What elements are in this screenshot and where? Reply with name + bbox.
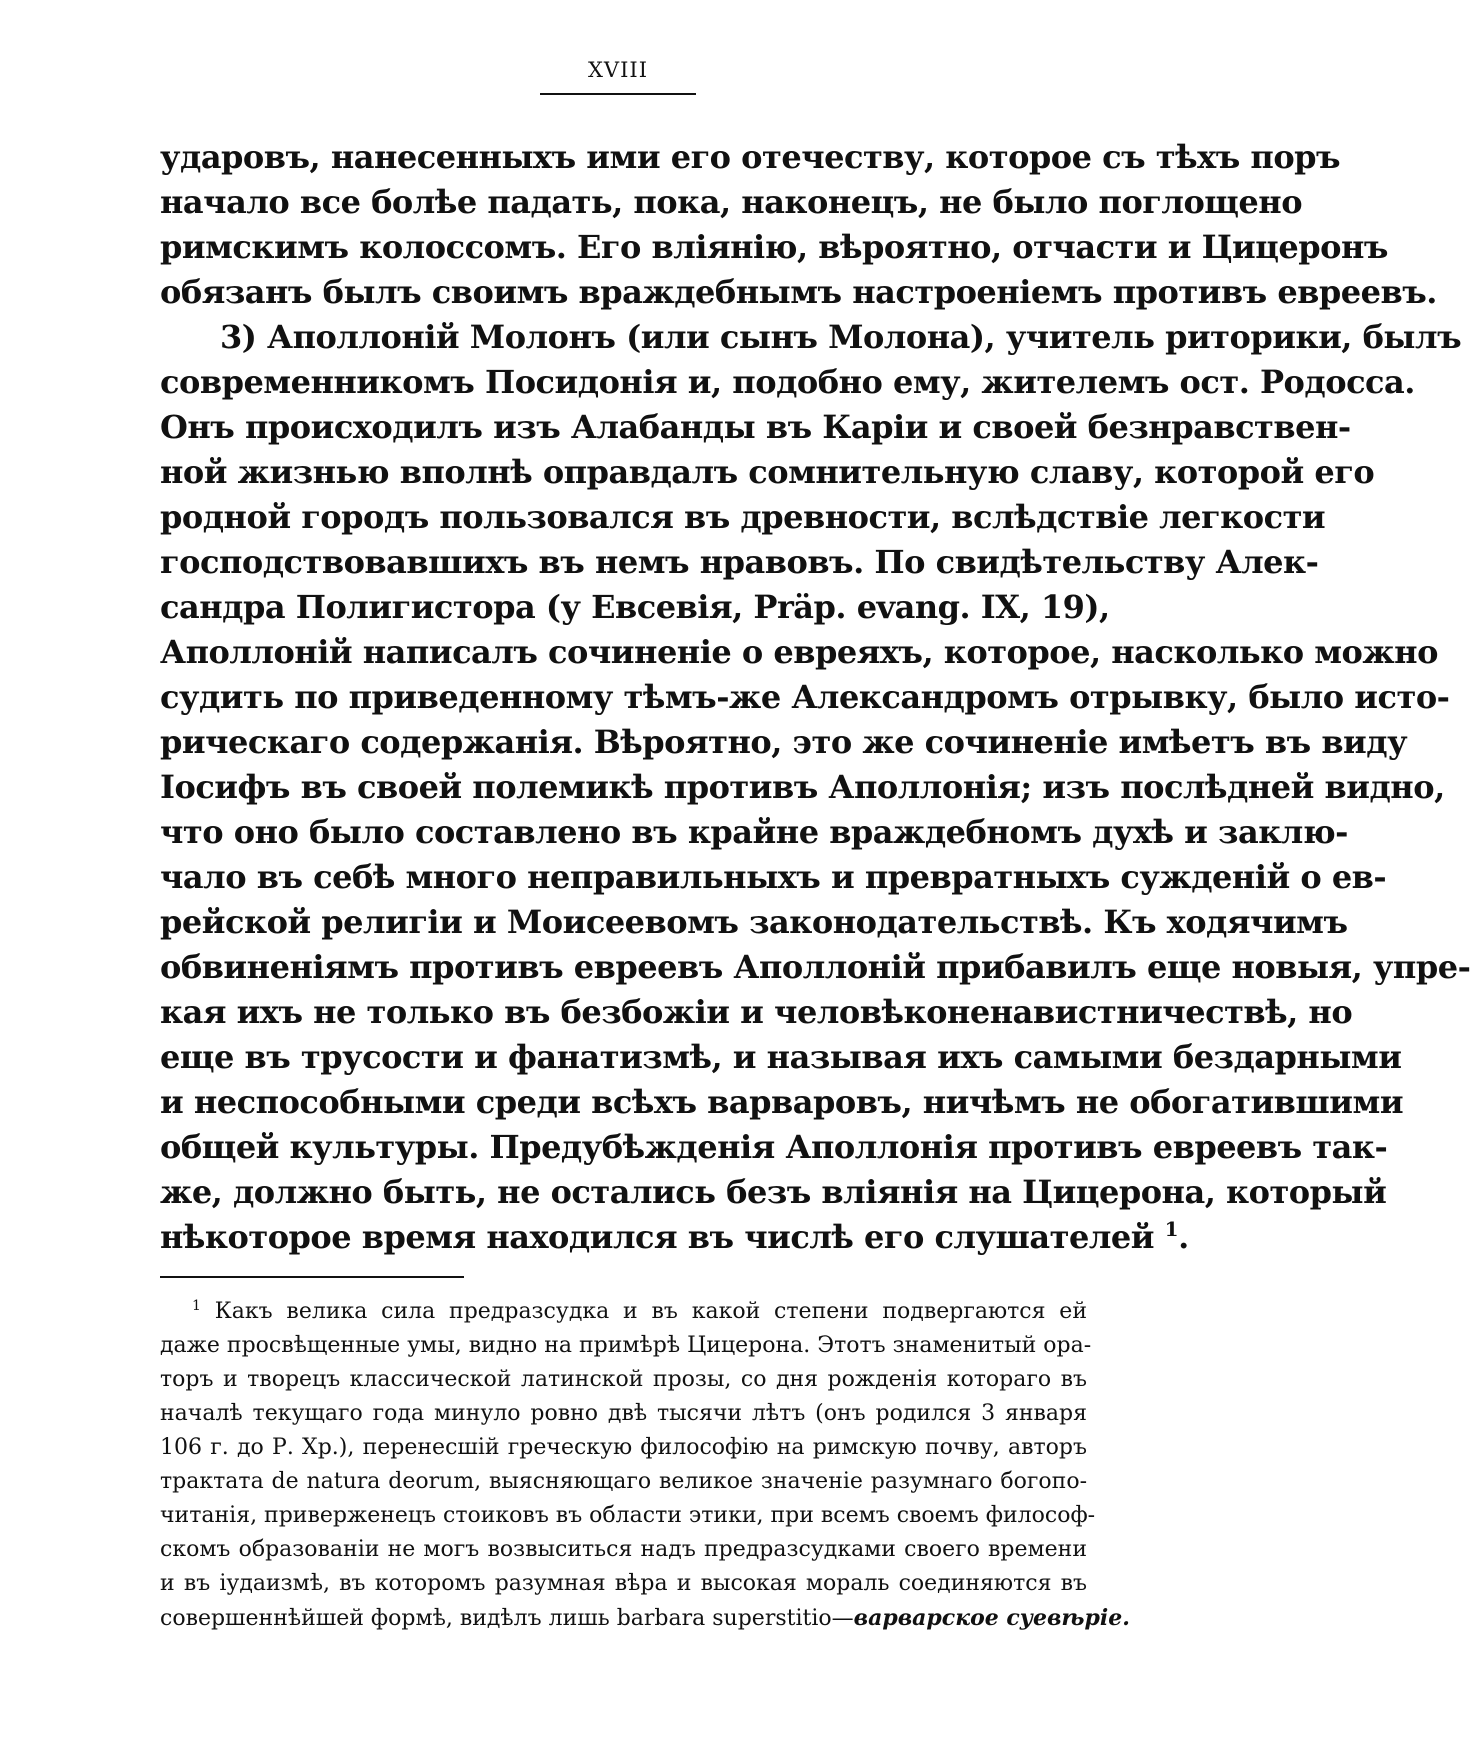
text-line: сандра Полигистора (у Евсевія, Präp. evang. IX, 19), bbox=[160, 588, 1110, 626]
text-line: ной жизнью вполнѣ оправдалъ сомнительную славу, которой его bbox=[160, 453, 1375, 491]
text-line: судить по приведенному тѣмъ-же Александромъ отрывку, было исто- bbox=[160, 678, 1450, 716]
text-line: общей культуры. Предубѣжденія Аполлонія противъ евреевъ так- bbox=[160, 1128, 1388, 1166]
footnote bbox=[160, 1295, 1130, 1635]
text-line: начало все болѣе падать, пока, наконецъ, не было поглощено bbox=[160, 183, 1303, 221]
footnote-line: трактата de natura deorum, выясняющаго великое значеніе разумнаго богопо- bbox=[160, 1469, 1087, 1494]
text-line: что оно было составлено въ крайне враждебномъ духѣ и заклю- bbox=[160, 813, 1348, 851]
footnote-italic-translation: варварское суевѣріе. bbox=[853, 1605, 1130, 1631]
text-line: ударовъ, нанесенныхъ ими его отечеству, которое съ тѣхъ поръ bbox=[160, 138, 1341, 176]
text-line: нѣкоторое время находился въ числѣ его слушателей bbox=[160, 1218, 1154, 1256]
text-line: обвиненіямъ противъ евреевъ Аполлоній прибавилъ еще новыя, упре- bbox=[160, 948, 1470, 986]
footnote-line: скомъ образованіи не могъ возвыситься надъ предразсудками своего времени bbox=[160, 1537, 1087, 1562]
footnote-line: и въ іудаизмѣ, въ которомъ разумная вѣра и высокая мораль соединяются въ bbox=[160, 1571, 1087, 1596]
text-line: современникомъ Посидонія и, подобно ему, жителемъ ост. Родосса. bbox=[160, 363, 1415, 401]
footnote-line: торъ и творецъ классической латинской прозы, со дня рожденія котораго въ bbox=[160, 1367, 1087, 1392]
text-line: чало въ себѣ много неправильныхъ и превратныхъ сужденій о ев- bbox=[160, 858, 1387, 896]
text-line: Іосифъ въ своей полемикѣ противъ Аполлонія; изъ послѣдней видно, bbox=[160, 768, 1445, 806]
text-line: Аполлоній написалъ сочиненіе о евреяхъ, которое, насколько можно bbox=[160, 633, 1438, 671]
text-line: господствовавшихъ въ немъ нравовъ. По свидѣтельству Алек- bbox=[160, 543, 1319, 581]
text-line: кая ихъ не только въ безбожіи и человѣконенавистничествѣ, но bbox=[160, 993, 1353, 1031]
footnote-line: даже просвѣщенные умы, видно на примѣрѣ Цицерона. Этотъ знаменитый ора- bbox=[160, 1333, 1092, 1358]
footnote-line-last bbox=[160, 1601, 1130, 1635]
footnote-rule bbox=[160, 1276, 464, 1278]
text-line: рейской религіи и Моисеевомъ законодательствѣ. Къ ходячимъ bbox=[160, 903, 1348, 941]
text-line: еще въ трусости и фанатизмѣ, и называя ихъ самыми бездарными bbox=[160, 1038, 1402, 1076]
footnote-line: читанія, приверженецъ стоиковъ въ области этики, при всемъ своемъ философ- bbox=[160, 1503, 1096, 1528]
footnote-line-first bbox=[160, 1295, 1087, 1329]
footnote-reference[interactable]: 1 bbox=[1164, 1217, 1179, 1241]
header-rule bbox=[540, 93, 696, 95]
main-text bbox=[160, 135, 1470, 1260]
text-line: же, должно быть, не остались безъ вліянія на Цицерона, который bbox=[160, 1173, 1387, 1211]
footnote-line: началѣ текущаго года минуло ровно двѣ тысячи лѣтъ (онъ родился 3 января bbox=[160, 1401, 1087, 1426]
footnote-marker: 1 bbox=[192, 1298, 201, 1314]
text-line: 3) Аполлоній Молонъ (или сынъ Молона), учитель риторики, былъ bbox=[220, 318, 1462, 356]
text-line: рическаго содержанія. Вѣроятно, это же сочиненіе имѣетъ въ виду bbox=[160, 723, 1408, 761]
footnote-line: Какъ велика сила предразсудка и въ какой степени подвергаются ей bbox=[214, 1299, 1087, 1324]
text-line: Онъ происходилъ изъ Алабанды въ Каріи и своей безнравствен- bbox=[160, 408, 1351, 446]
text-line: римскимъ колоссомъ. Его вліянію, вѣроятно, отчасти и Цицеронъ bbox=[160, 228, 1388, 266]
text-line: обязанъ былъ своимъ враждебнымъ настроеніемъ противъ евреевъ. bbox=[160, 273, 1437, 311]
text-line-last: нѣкоторое время находился въ числѣ его слушателей $^1$. bbox=[160, 1217, 1189, 1256]
text-line: родной городъ пользовался въ древности, вслѣдствіе легкости bbox=[160, 498, 1326, 536]
text-line: и неспособными среди всѣхъ варваровъ, ничѣмъ не обогатившими bbox=[160, 1083, 1404, 1121]
page-number: XVIII bbox=[587, 58, 648, 82]
footnote-line: 106 г. до Р. Хр.), перенесшій греческую философію на римскую почву, авторъ bbox=[160, 1435, 1087, 1460]
footnote-line: совершеннѣйшей формѣ, видѣлъ лишь barbara superstitio— bbox=[160, 1606, 854, 1631]
